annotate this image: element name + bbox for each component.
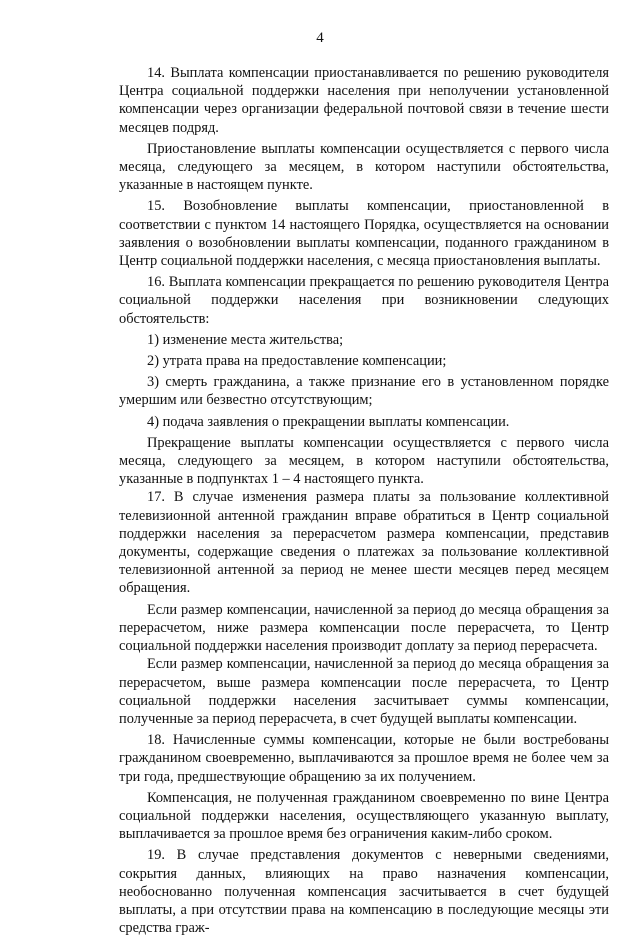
paragraph-16-item-2: 2) утрата права на предоставление компенсации; bbox=[147, 353, 447, 370]
paragraph-14: 14. Выплата компенсации приостанавливается по решению руководителя Центра социальной поддержки населения при неполучении установленной компенсации через организации федеральной почтовой связи в течение шести месяцев подряд. bbox=[119, 65, 609, 136]
document-body bbox=[119, 64, 609, 937]
paragraph-17-higher-amount: Если размер компенсации, начисленной за период до месяца обращения за перерасчетом, выше размера компенсации после перерасчета, то Центр социальной поддержки населения засчитывает суммы компенсации, полученные за период перерасчета, в счет будущей выплаты компенсации. bbox=[119, 656, 609, 727]
paragraph-18: 18. Начисленные суммы компенсации, которые не были востребованы гражданином своевременно, выплачиваются за прошлое время не более чем за три года, предшествующие обращению за их получением. bbox=[119, 732, 609, 785]
paragraph-18-no-limit: Компенсация, не полученная гражданином своевременно по вине Центра социальной поддержки населения, осуществляющего указанную выплату, выплачивается за прошлое время без ограничения каким-либо сроком. bbox=[119, 789, 609, 843]
paragraph-16: 16. Выплата компенсации прекращается по решению руководителя Центра социальной поддержки населения при возникновении следующих обстоятельств: bbox=[119, 274, 609, 327]
paragraph-14-suspension: Приостановление выплаты компенсации осуществляется с первого числа месяца, следующего за месяцем, в котором наступили обстоятельства, указанные в настоящем пункте. bbox=[119, 140, 609, 194]
paragraph-17-lower-amount: Если размер компенсации, начисленной за период до месяца обращения за перерасчетом, ниже размера компенсации после перерасчета, то Центр социальной поддержки населения производит доплату за период перерасчета. bbox=[119, 601, 609, 655]
paragraph-16-termination: Прекращение выплаты компенсации осуществляется с первого числа месяца, следующего за месяцем, в котором наступили обстоятельства, указанные в подпунктах 1 – 4 настоящего пункта. bbox=[119, 434, 609, 488]
paragraph-19: 19. В случае представления документов с неверными сведениями, сокрытия данных, влияющих на право назначения компенсации, необоснованно полученная компенсация засчитывается в счет будущей выплаты, а при отсутствии права на компенсацию в последующие месяцы эти средства граж- bbox=[119, 847, 609, 937]
paragraph-16-item-1: 1) изменение места жительства; bbox=[147, 331, 344, 348]
paragraph-15: 15. Возобновление выплаты компенсации, приостановленной в соответствии с пунктом 14 настоящего Порядка, осуществляется на основании заявления о возобновлении выплаты компенсации, поданного гражданином в Центр социальной поддержки населения, с месяца приостановления выплаты. bbox=[119, 198, 609, 270]
paragraph-16-item-3: 3) смерть гражданина, а также признание его в установленном порядке умершим или безвестно отсутствующим; bbox=[119, 374, 609, 409]
paragraph-17: 17. В случае изменения размера платы за пользование коллективной телевизионной антенной гражданин вправе обратиться в Центр социальной поддержки населения за перерасчетом размера компенсации, представив документы, содержащие сведения о платежах за пользование коллективной телевизионной антенной за период не менее шести месяцев перед месяцем обращения. bbox=[119, 489, 609, 597]
paragraph-16-item-4: 4) подача заявления о прекращении выплаты компенсации. bbox=[147, 413, 510, 430]
page-number: 4 bbox=[316, 30, 324, 46]
